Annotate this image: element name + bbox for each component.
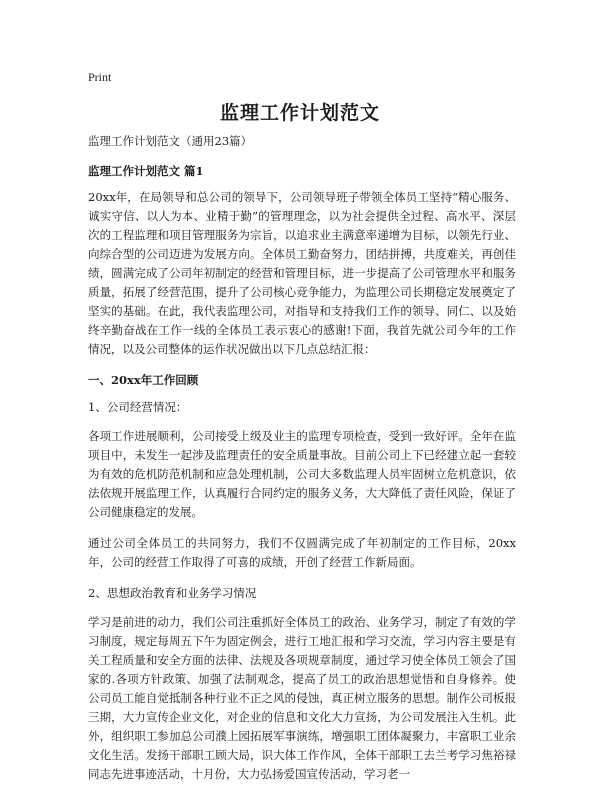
document-subtitle: 监理工作计划范文（通用23篇） — [88, 134, 253, 148]
heading-work-review: 一、20xx年工作回顾 — [88, 373, 199, 387]
business-paragraph-2: 通过公司全体员工的共同努力，我们不仅圆满完成了年初制定的工作目标，20xx年，公司的经营工作取得了可喜的成绩，开创了经营工作新局面。 — [88, 536, 516, 569]
subheading-study: 2、思想政治教育和业务学习情况 — [88, 586, 257, 600]
print-link[interactable]: Print — [88, 70, 112, 84]
study-paragraph: 学习是前进的动力，我们公司注重抓好全体员工的政治、业务学习，制定了有效的学习制度，规定每周五下午为固定例会，进行工地汇报和学习交流，学习内容主要是有关工程质量和安全方面的法律、法规及各项规章制度，通过学习使全体员工领会了国家的.各项方针政策、加强了法制观念，提高了员工的政治思想觉悟和自身修养。使公司员工能自觉抵制各种行业不正之风的侵蚀，真正树立服务的思想。制作公司板报三期，大力宣传企业文化，对企业的信息和文化大力宣扬，为公司发展注入生机。此外，组织职工参加总公司濮上园拓展军事演练，增强职工团体凝聚力，丰富职工业余文化生活。发扬干部职工顾大局，识大体工作作风，全体干部职工去兰考学习焦裕禄同志先进事迹活动，十月份，大力弘扬爱国宣传活动，学习老一 — [88, 615, 516, 781]
subheading-business: 1、公司经营情况： — [88, 400, 188, 414]
section-title: 监理工作计划范文 篇1 — [88, 164, 204, 178]
business-paragraph-1: 各项工作进展顺利，公司接受上级及业主的监理专项检查，受到一致好评。全年在监项目中，未发生一起涉及监理责任的安全质量事故。目前公司上下已经建立起一套较为有效的危机防范机制和应急处理机制，公司大多数监理人员牢固树立危机意识，依法依规开展监理工作，认真履行合同约定的服务义务，大大降低了责任风险，保证了公司健康稳定的发展。 — [88, 429, 516, 519]
intro-paragraph: 20xx年，在局领导和总公司的领导下，公司领导班子带领全体员工坚持“精心服务、诚实守信、以人为本、业精于勤”的管理理念，以为社会提供全过程、高水平、深层次的工程监理和项目管理服务为宗旨，以追求业主满意率递增为目标，以领先行业、向综合型的公司迈进为发展方向。全体员工勤奋努力，团结拼搏，共度难关，再创佳绩，圆满完成了公司年初制定的经营和管理目标，进一步提高了公司管理水平和服务质量，拓展了经营范围，提升了公司核心竞争能力，为监理公司长期稳定发展奠定了坚实的基础。在此，我代表监理公司，对指导和支持我们工作的领导、同仁、以及始终辛勤奋战在工作一线的全体员工表示衷心的感谢!下面，我首先就公司今年的工作情况，以及公司整体的运作状况做出以下几点总结汇报： — [88, 190, 516, 356]
document-body — [88, 132, 516, 796]
page-title: 监理工作计划范文 — [219, 102, 380, 124]
